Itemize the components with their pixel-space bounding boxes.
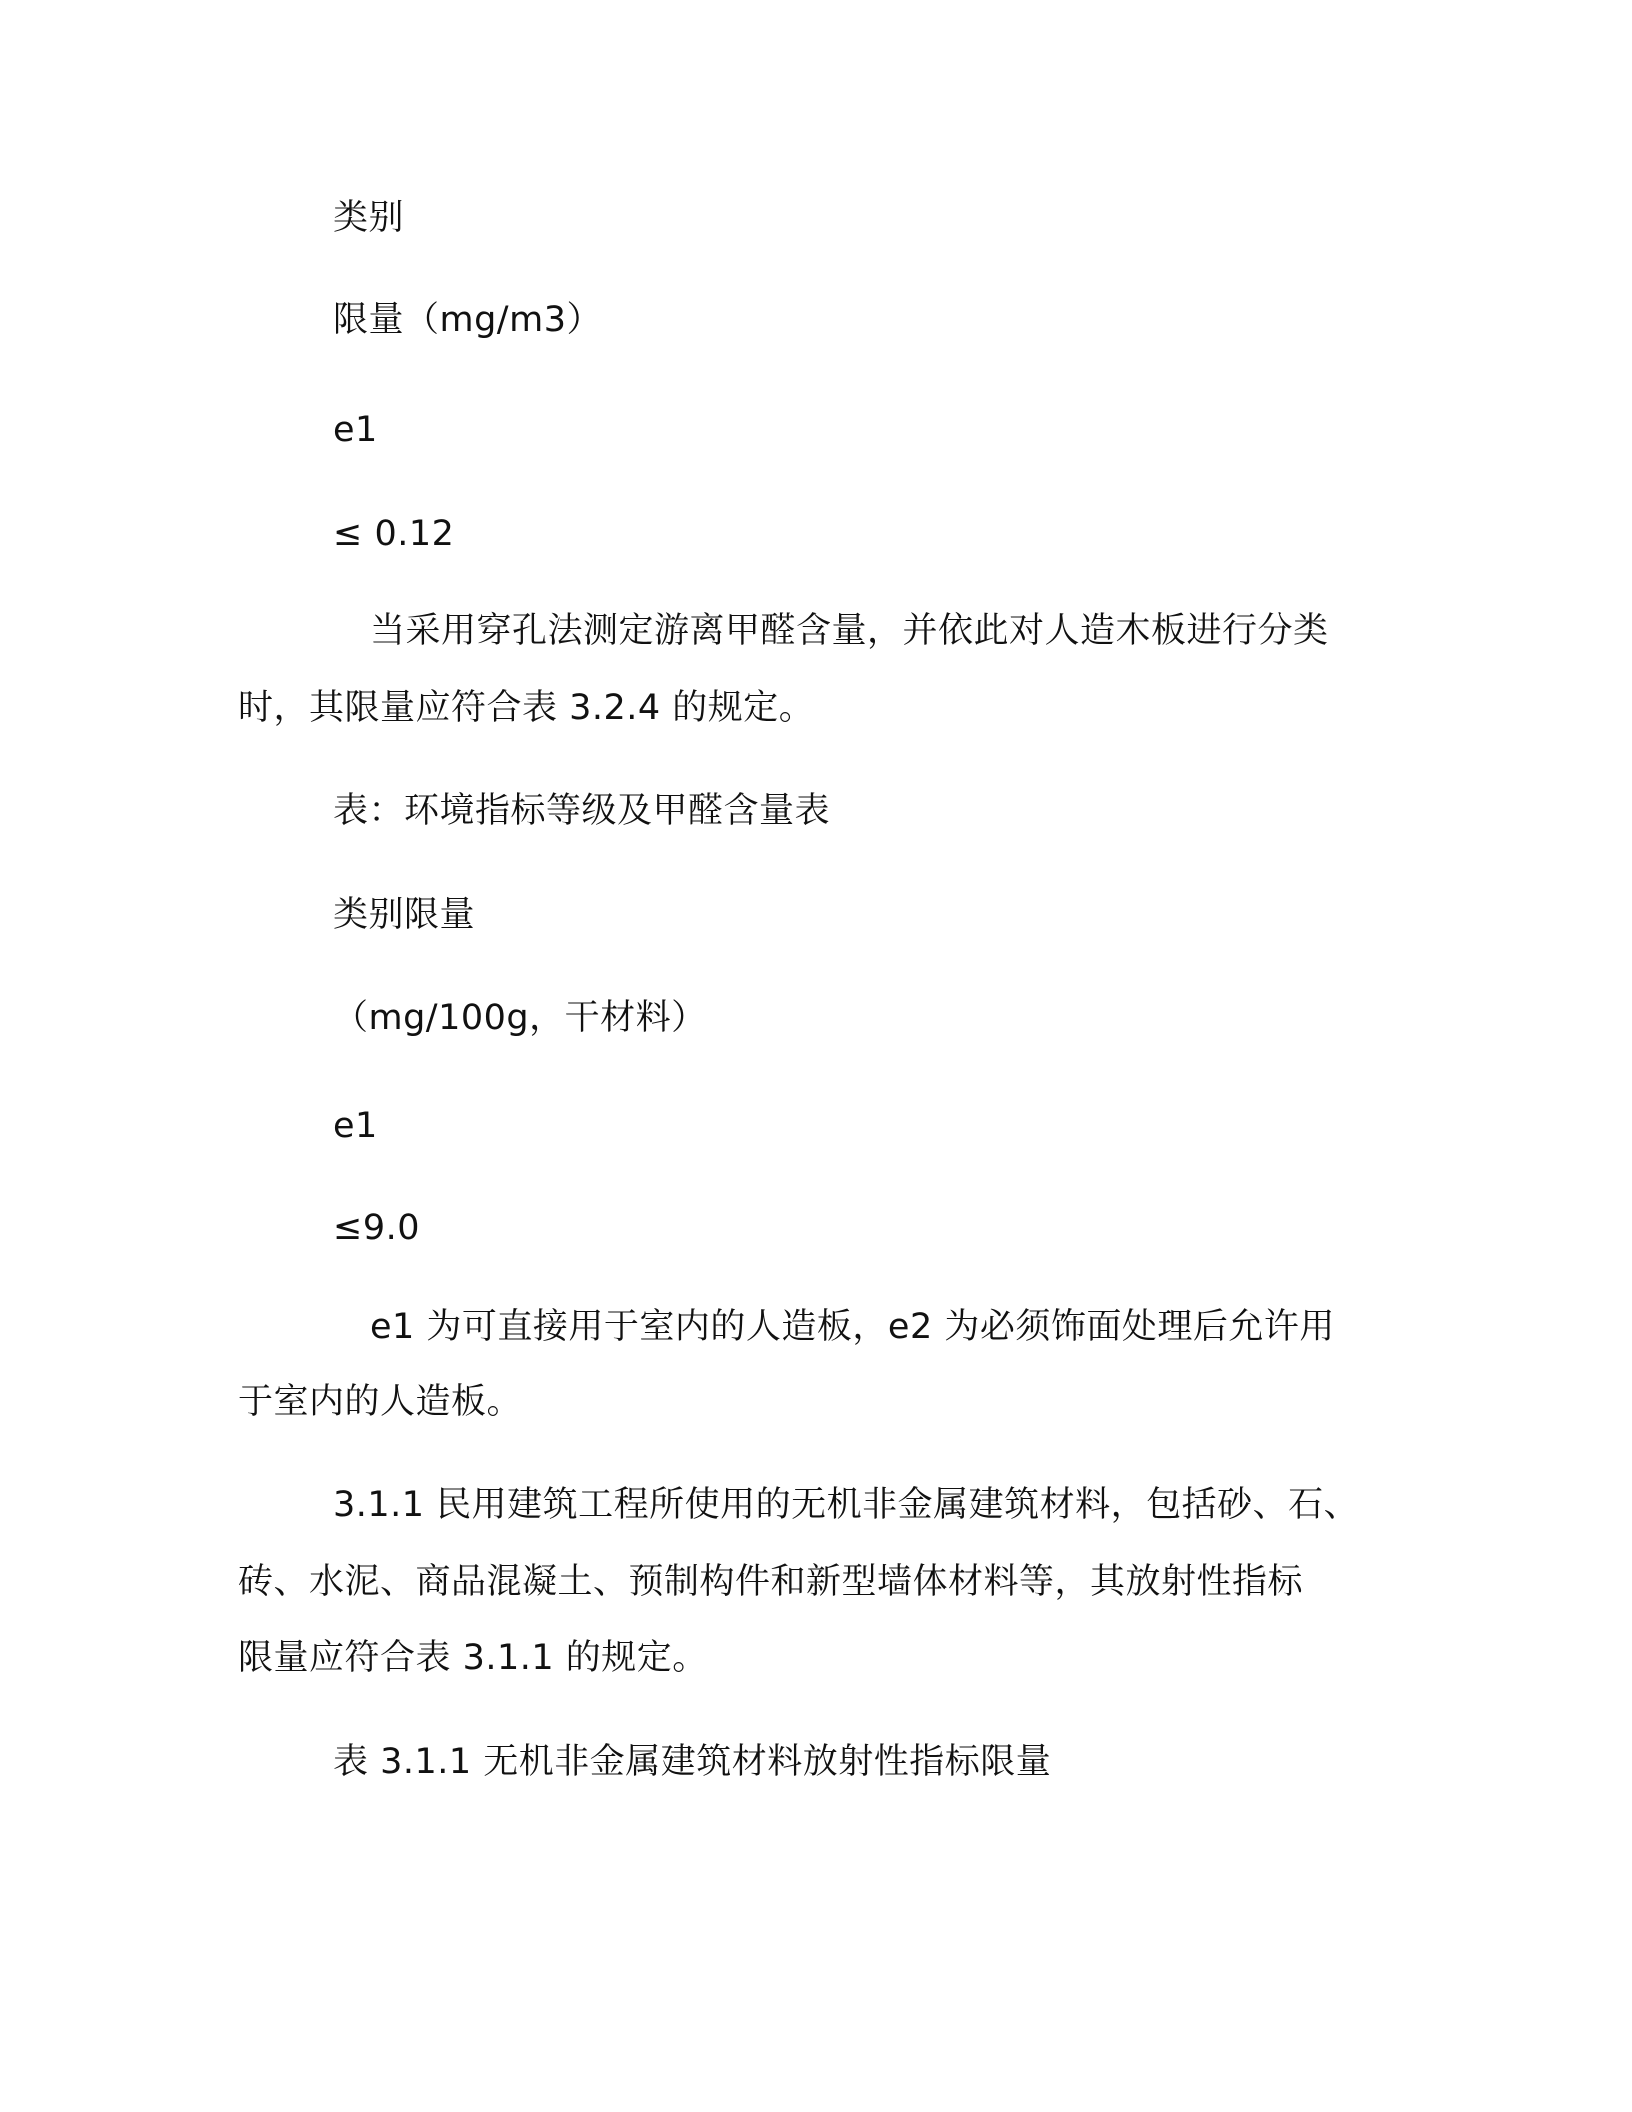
table-cell-category: e1: [333, 410, 378, 450]
paragraph-line: 3.1.1 民用建筑工程所使用的无机非金属建筑材料，包括砂、石、: [333, 1485, 1360, 1525]
paragraph-line: e1 为可直接用于室内的人造板，e2 为必须饰面处理后允许用: [370, 1307, 1335, 1347]
table-caption: 表 3.1.1 无机非金属建筑材料放射性指标限量: [333, 1742, 1052, 1782]
paragraph-line: 砖、水泥、商品混凝土、预制构件和新型墙体材料等，其放射性指标: [238, 1562, 1304, 1602]
table-cell-limit: ≤9.0: [333, 1208, 420, 1248]
table-caption: 表：环境指标等级及甲醛含量表: [333, 791, 831, 831]
table-header-category-limit: 类别限量: [333, 895, 476, 935]
paragraph-line: 限量应符合表 3.1.1 的规定。: [238, 1638, 708, 1678]
table-header-limit: 限量（mg/m3）: [333, 300, 602, 340]
paragraph-line: 于室内的人造板。: [238, 1382, 523, 1422]
table-cell-limit: ≤ 0.12: [333, 514, 455, 554]
table-cell-category: e1: [333, 1106, 378, 1146]
table-header-category: 类别: [333, 198, 405, 238]
paragraph-line: 时，其限量应符合表 3.2.4 的规定。: [238, 688, 815, 728]
paragraph-line: 当采用穿孔法测定游离甲醛含量，并依此对人造木板进行分类: [370, 611, 1329, 651]
table-header-unit: （mg/100g，干材料）: [333, 998, 707, 1038]
